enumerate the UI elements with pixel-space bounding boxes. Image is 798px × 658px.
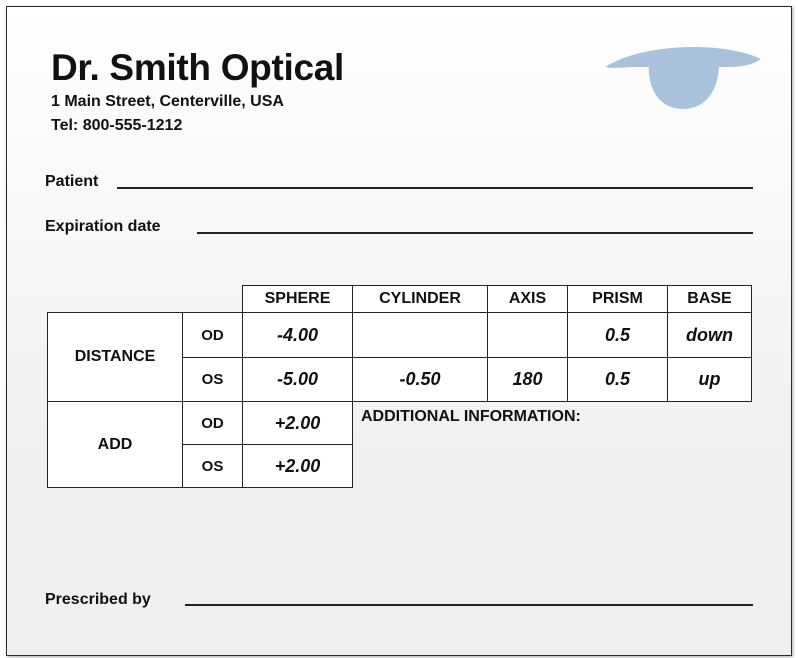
distance-od-prism: 0.5: [568, 313, 668, 358]
add-os-label: OS: [183, 445, 243, 488]
distance-od-sphere: -4.00: [243, 313, 353, 358]
distance-os-axis: 180: [488, 358, 568, 402]
prescribed-by-label: Prescribed by: [45, 591, 151, 608]
distance-os-sphere: -5.00: [243, 358, 353, 402]
expiration-date-line[interactable]: [197, 232, 753, 234]
add-os-sphere: +2.00: [243, 445, 353, 488]
patient-label: Patient: [45, 173, 99, 190]
additional-information-label: ADDITIONAL INFORMATION:: [361, 408, 581, 425]
prescription-table: [47, 285, 752, 488]
header-cylinder: CYLINDER: [353, 286, 488, 313]
header-axis: AXIS: [488, 286, 568, 313]
add-od-sphere: +2.00: [243, 402, 353, 445]
patient-line[interactable]: [117, 187, 753, 189]
practice-name: Dr. Smith Optical: [51, 47, 345, 88]
practice-phone: Tel: 800-555-1212: [51, 117, 183, 134]
distance-os-prism: 0.5: [568, 358, 668, 402]
header-base: BASE: [668, 286, 752, 313]
prescribed-by-line[interactable]: [185, 604, 753, 606]
eye-icon: [603, 45, 763, 113]
distance-od-axis: [488, 313, 568, 358]
header-sphere: SPHERE: [243, 286, 353, 313]
distance-od-cylinder: [353, 313, 488, 358]
expiration-date-label: Expiration date: [45, 218, 161, 235]
distance-od-label: OD: [183, 313, 243, 358]
add-od-label: OD: [183, 402, 243, 445]
distance-os-cylinder: -0.50: [353, 358, 488, 402]
distance-label: DISTANCE: [48, 313, 183, 402]
distance-os-label: OS: [183, 358, 243, 402]
add-label: ADD: [48, 402, 183, 488]
distance-os-base: up: [668, 358, 752, 402]
distance-od-base: down: [668, 313, 752, 358]
prescription-card: [6, 6, 792, 656]
header-prism: PRISM: [568, 286, 668, 313]
practice-address: 1 Main Street, Centerville, USA: [51, 93, 284, 110]
